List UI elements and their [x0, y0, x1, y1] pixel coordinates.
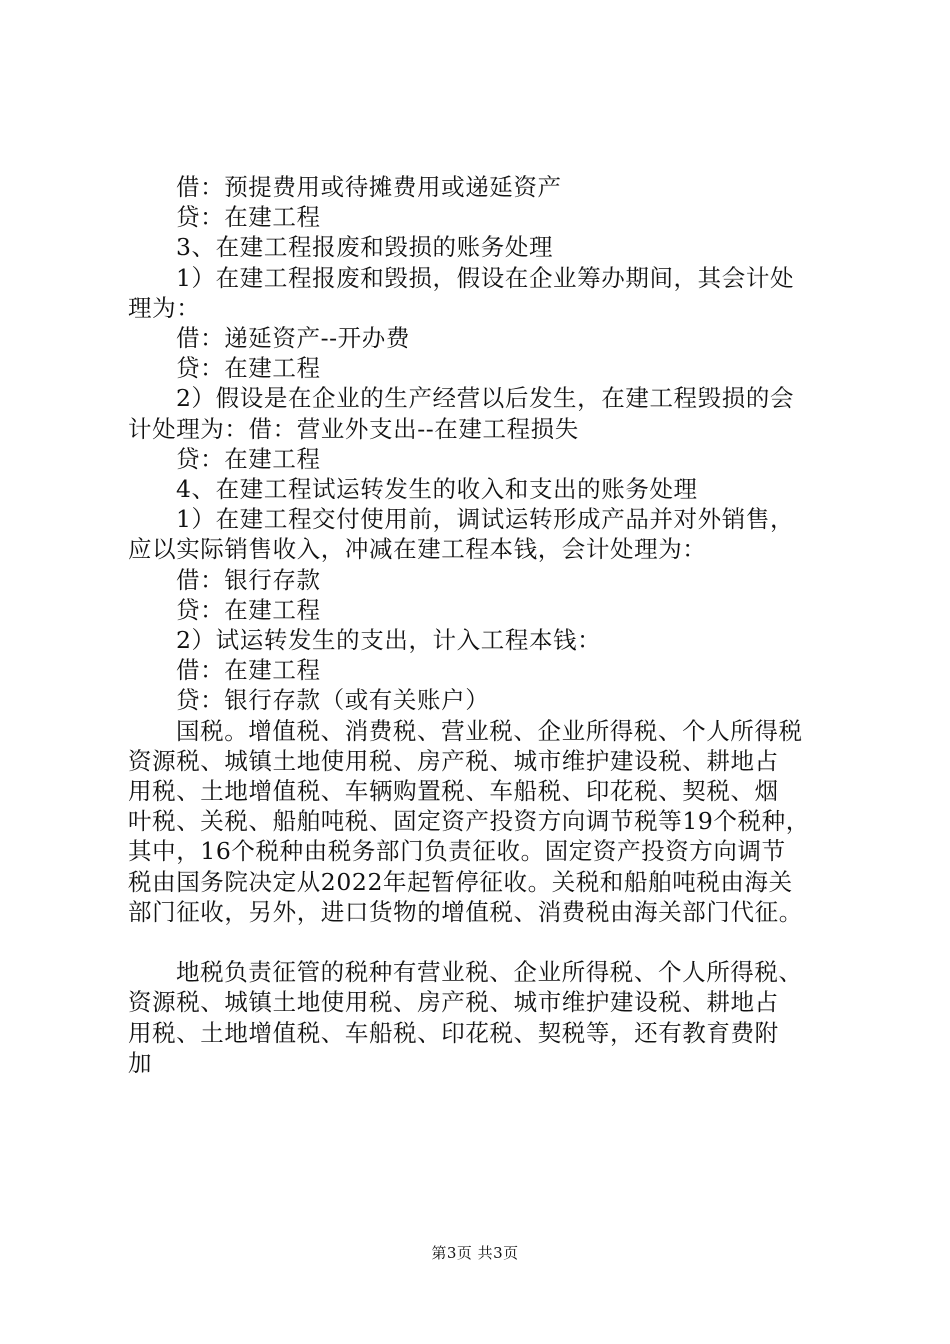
text-line-12: 1）在建工程交付使用前，调试运转形成产品并对外销售，	[176, 505, 795, 534]
text-line-7: 贷：在建工程	[176, 354, 321, 383]
text-line-11: 4、在建工程试运转发生的收入和支出的账务处理	[176, 475, 698, 504]
text-line-22: 叶税、关税、船舶吨税、固定资产投资方向调节税等19个税种，	[128, 807, 810, 836]
text-line-17: 借：在建工程	[176, 656, 321, 685]
text-line-6: 借：递延资产--开办费	[176, 324, 410, 353]
text-line-5: 理为：	[128, 293, 201, 322]
text-line-8: 2）假设是在企业的生产经营以后发生，在建工程毁损的会	[176, 384, 795, 413]
text-line-23: 其中，16个税种由税务部门负责征收。固定资产投资方向调节	[128, 837, 786, 866]
document-body	[128, 172, 838, 1078]
text-line-3: 3、在建工程报废和毁损的账务处理	[176, 233, 554, 262]
text-line-2: 贷：在建工程	[176, 203, 321, 232]
text-line-16: 2）试运转发生的支出，计入工程本钱：	[176, 626, 602, 655]
paragraph-gap	[128, 927, 838, 957]
text-line-25: 部门征收，另外，进口货物的增值税、消费税由海关部门代征。	[128, 897, 803, 926]
text-line-13: 应以实际销售收入，冲减在建工程本钱，会计处理为：	[128, 535, 707, 564]
text-line-15: 贷：在建工程	[176, 595, 321, 624]
text-line-18: 贷：银行存款（或有关账户）	[176, 686, 490, 715]
text-line-20: 资源税、城镇土地使用税、房产税、城市维护建设税、耕地占	[128, 746, 779, 775]
text-line-27: 资源税、城镇土地使用税、房产税、城市维护建设税、耕地占	[128, 988, 779, 1017]
text-line-28: 用税、土地增值税、车船税、印花税、契税等，还有教育费附	[128, 1018, 779, 1047]
text-line-19: 国税。增值税、消费税、营业税、企业所得税、个人所得税	[176, 716, 803, 745]
text-line-9: 计处理为：借：营业外支出--在建工程损失	[128, 414, 579, 443]
text-line-10: 贷：在建工程	[176, 444, 321, 473]
text-line-24: 税由国务院决定从2022年起暂停征收。关税和船舶吨税由海关	[128, 867, 793, 896]
text-line-4: 1）在建工程报废和毁损，假设在企业筹办期间，其会计处	[176, 263, 795, 292]
text-line-1: 借：预提费用或待摊费用或递延资产	[176, 173, 562, 201]
text-line-14: 借：银行存款	[176, 565, 321, 594]
text-line-26: 地税负责征管的税种有营业税、企业所得税、个人所得税、	[176, 958, 803, 987]
page-footer	[0, 1243, 950, 1263]
text-line-29: 加	[128, 1048, 153, 1077]
page-number: 第3页 共3页	[431, 1244, 519, 1262]
text-line-21: 用税、土地增值税、车辆购置税、车船税、印花税、契税、烟	[128, 777, 779, 806]
